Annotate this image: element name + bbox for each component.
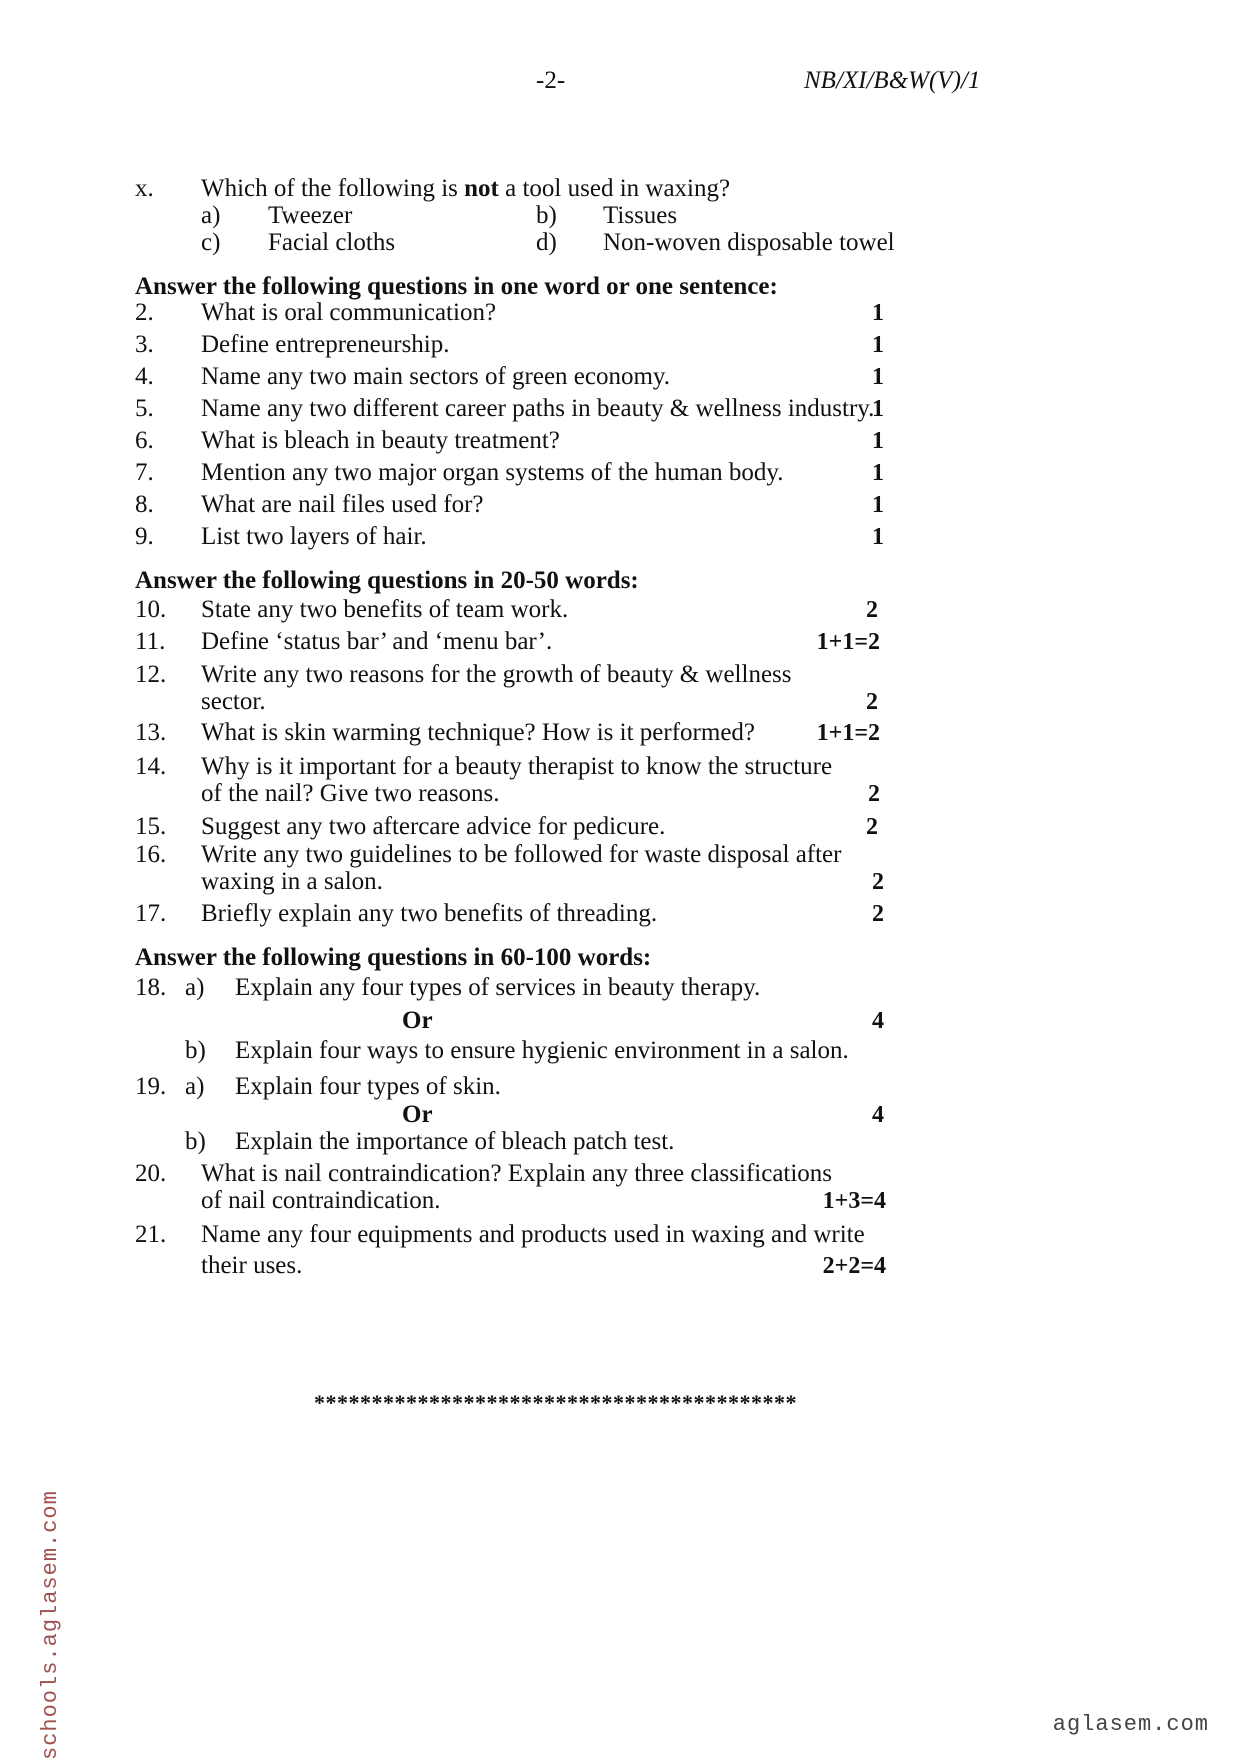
question-number: 5. bbox=[135, 395, 154, 422]
question-number: 21. bbox=[135, 1221, 167, 1248]
subpart-label: b) bbox=[185, 1128, 206, 1155]
question-text: What is bleach in beauty treatment? bbox=[201, 427, 560, 454]
question-marks: 2+2=4 bbox=[822, 1253, 886, 1279]
option-text: Tweezer bbox=[268, 202, 353, 229]
question-number: 11. bbox=[135, 628, 166, 655]
question-text: Write any two reasons for the growth of beauty & wellness bbox=[201, 661, 792, 688]
mcq-question: Which of the following is not a tool used in waxing? bbox=[201, 175, 731, 202]
option-letter: a) bbox=[201, 202, 221, 229]
question-text: Explain four types of skin. bbox=[235, 1073, 501, 1100]
question-marks: 1 bbox=[872, 492, 884, 518]
question-text: Suggest any two aftercare advice for pedicure. bbox=[201, 813, 666, 840]
option-letter: d) bbox=[536, 229, 557, 256]
question-text: What is nail contraindication? Explain any three classifications bbox=[201, 1160, 833, 1187]
question-marks: 2 bbox=[872, 901, 884, 927]
question-number: 8. bbox=[135, 491, 154, 518]
question-marks: 1 bbox=[872, 300, 884, 326]
question-marks: 1 bbox=[872, 524, 884, 550]
question-text: State any two benefits of team work. bbox=[201, 596, 569, 623]
question-text: Name any two main sectors of green economy. bbox=[201, 363, 671, 390]
subpart-label: a) bbox=[185, 1073, 205, 1100]
watermark-corner: aglasem.com bbox=[1052, 1712, 1209, 1737]
question-text: Write any two guidelines to be followed for waste disposal after bbox=[201, 841, 842, 868]
question-marks: 1 bbox=[872, 364, 884, 390]
question-number: 16. bbox=[135, 841, 167, 868]
question-text: Explain the importance of bleach patch test. bbox=[235, 1128, 675, 1155]
question-text: List two layers of hair. bbox=[201, 523, 427, 550]
question-text: of nail contraindication. bbox=[201, 1187, 441, 1214]
or-divider: Or bbox=[402, 1007, 433, 1034]
question-number: 9. bbox=[135, 523, 154, 550]
page-number: -2- bbox=[536, 67, 566, 94]
question-text: What is skin warming technique? How is it performed? bbox=[201, 719, 756, 746]
subpart-label: b) bbox=[185, 1037, 206, 1064]
section-heading: Answer the following questions in 20-50 words: bbox=[135, 567, 639, 594]
question-text: waxing in a salon. bbox=[201, 868, 383, 895]
subpart-label: a) bbox=[185, 974, 205, 1001]
question-number: 14. bbox=[135, 753, 167, 780]
question-text: Define ‘status bar’ and ‘menu bar’. bbox=[201, 628, 553, 655]
question-number: 15. bbox=[135, 813, 167, 840]
watermark-side: schools.aglasem.com bbox=[38, 1490, 63, 1760]
question-number: 10. bbox=[135, 596, 167, 623]
option-letter: c) bbox=[201, 229, 221, 256]
question-marks: 1+3=4 bbox=[822, 1188, 886, 1214]
paper-code: NB/XI/B&W(V)/1 bbox=[804, 67, 981, 94]
question-marks: 2 bbox=[866, 597, 878, 623]
question-marks: 2 bbox=[872, 869, 884, 895]
option-letter: b) bbox=[536, 202, 557, 229]
question-number: 4. bbox=[135, 363, 154, 390]
question-marks: 1 bbox=[872, 332, 884, 358]
question-text: Mention any two major organ systems of the human body. bbox=[201, 459, 784, 486]
question-number: 3. bbox=[135, 331, 154, 358]
question-number: 12. bbox=[135, 661, 167, 688]
question-number: 13. bbox=[135, 719, 167, 746]
question-text: Define entrepreneurship. bbox=[201, 331, 450, 358]
question-number: 20. bbox=[135, 1160, 167, 1187]
section-heading: Answer the following questions in one word or one sentence: bbox=[135, 273, 778, 300]
option-text: Facial cloths bbox=[268, 229, 396, 256]
question-number: 7. bbox=[135, 459, 154, 486]
question-marks: 1 bbox=[872, 428, 884, 454]
question-text: What is oral communication? bbox=[201, 299, 497, 326]
question-marks: 2 bbox=[866, 814, 878, 840]
question-number: 2. bbox=[135, 299, 154, 326]
question-text: Name any two different career paths in beauty & wellness industry. bbox=[201, 395, 875, 422]
question-text: Explain four ways to ensure hygienic environment in a salon. bbox=[235, 1037, 849, 1064]
question-marks: 4 bbox=[872, 1008, 884, 1034]
question-text: sector. bbox=[201, 688, 266, 715]
question-marks: 1+1=2 bbox=[816, 720, 880, 746]
question-number: 17. bbox=[135, 900, 167, 927]
question-text: of the nail? Give two reasons. bbox=[201, 780, 500, 807]
question-text: Briefly explain any two benefits of threading. bbox=[201, 900, 658, 927]
question-text: Name any four equipments and products used in waxing and write bbox=[201, 1221, 865, 1248]
question-marks: 2 bbox=[866, 689, 878, 715]
option-text: Tissues bbox=[603, 202, 678, 229]
end-of-paper-marker: ****************************************** bbox=[314, 1390, 797, 1415]
question-number: x. bbox=[135, 175, 154, 202]
question-number: 19. bbox=[135, 1073, 167, 1100]
question-text: What are nail files used for? bbox=[201, 491, 484, 518]
question-marks: 4 bbox=[872, 1102, 884, 1128]
question-text: Explain any four types of services in beauty therapy. bbox=[235, 974, 761, 1001]
question-number: 18. bbox=[135, 974, 167, 1001]
option-text: Non-woven disposable towel bbox=[603, 229, 895, 256]
section-heading: Answer the following questions in 60-100 words: bbox=[135, 944, 652, 971]
question-marks: 1+1=2 bbox=[816, 629, 880, 655]
question-text: Why is it important for a beauty therapist to know the structure bbox=[201, 753, 833, 780]
question-marks: 1 bbox=[872, 460, 884, 486]
question-number: 6. bbox=[135, 427, 154, 454]
question-marks: 2 bbox=[868, 781, 880, 807]
question-marks: 1 bbox=[872, 396, 884, 422]
or-divider: Or bbox=[402, 1101, 433, 1128]
question-text: their uses. bbox=[201, 1252, 303, 1279]
